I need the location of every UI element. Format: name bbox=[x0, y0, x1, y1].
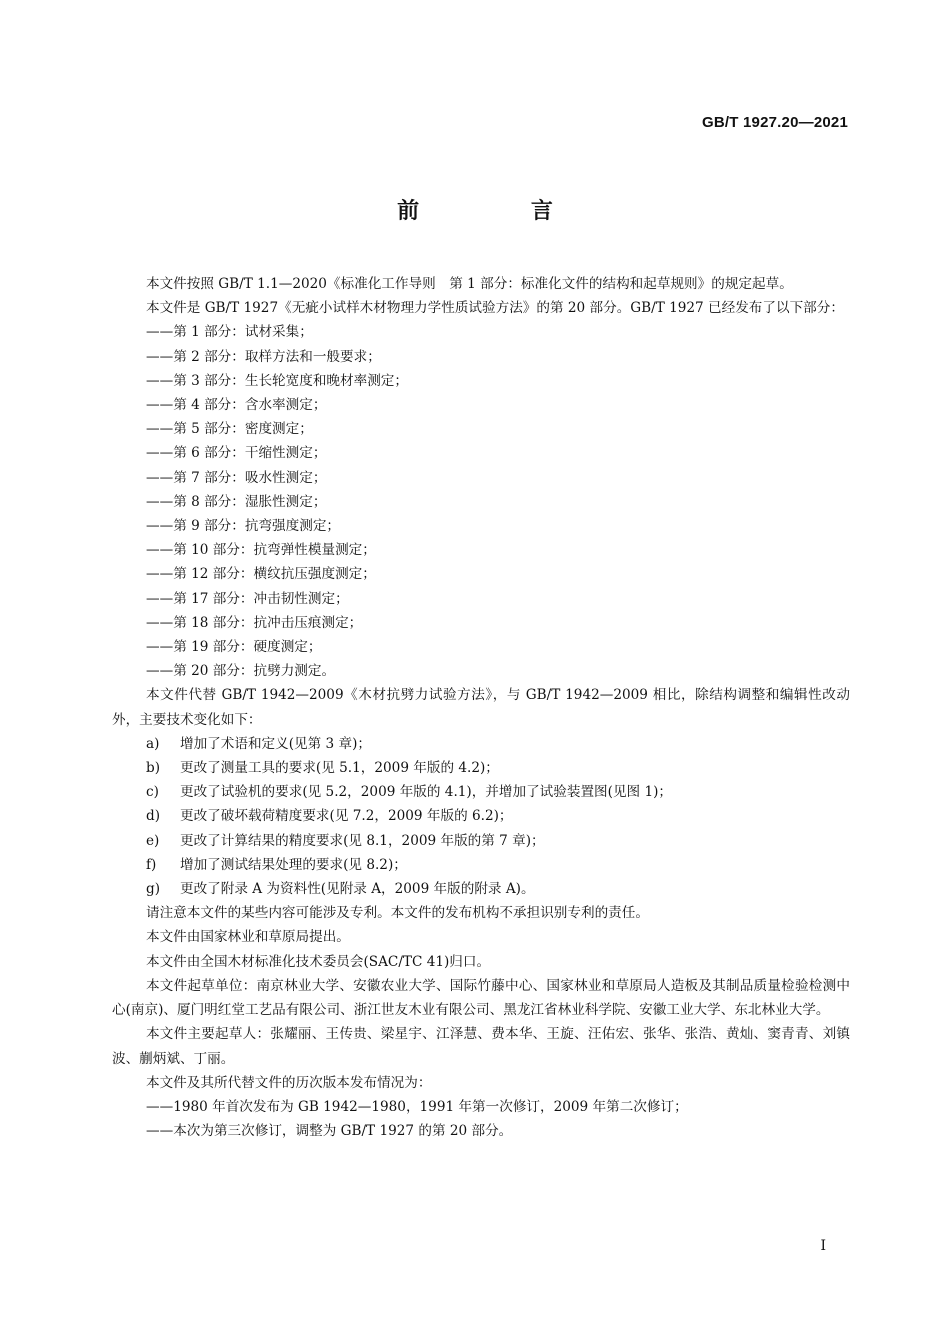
foreword-body bbox=[112, 272, 850, 1143]
list-item: ——第 4 部分：含水率测定； bbox=[146, 397, 327, 414]
standard-code-header: GB/T 1927.20—2021 bbox=[702, 114, 848, 131]
list-marker: a) bbox=[146, 735, 160, 752]
list-marker: d) bbox=[146, 808, 161, 825]
list-item bbox=[112, 780, 850, 804]
list-item: ——第 17 部分：冲击韧性测定； bbox=[146, 590, 349, 607]
list-item: ——第 12 部分：横纹抗压强度测定； bbox=[146, 566, 376, 583]
list-item bbox=[112, 756, 850, 780]
list-item: ——第 10 部分：抗弯弹性模量测定； bbox=[146, 542, 376, 559]
list-item: ——第 2 部分：取样方法和一般要求； bbox=[146, 348, 381, 365]
list-item-text: 增加了术语和定义(见第 3 章)； bbox=[180, 735, 372, 752]
version-history-list bbox=[112, 1095, 850, 1143]
replacement-paragraph: 本文件代替 GB/T 1942—2009《木材抗劈力试验方法》，与 GB/T 1942—2009 相比，除结构调整和编辑性改动外，主要技术变化如下： bbox=[112, 687, 850, 728]
list-item: ——第 6 部分：干缩性测定； bbox=[146, 445, 327, 462]
list-item-text: 更改了试验机的要求(见 5.2，2009 年版的 4.1)，并增加了试验装置图(见图 1)； bbox=[180, 784, 673, 801]
technical-changes-list bbox=[112, 732, 850, 901]
list-item bbox=[112, 732, 850, 756]
list-item bbox=[112, 853, 850, 877]
list-item: ——第 8 部分：湿胀性测定； bbox=[146, 493, 327, 510]
list-item: ——第 7 部分：吸水性测定； bbox=[146, 469, 327, 486]
list-item: ——第 19 部分：硬度测定； bbox=[146, 639, 322, 656]
list-item-text: 更改了测量工具的要求(见 5.1，2009 年版的 4.2)； bbox=[180, 760, 499, 777]
list-item: ——第 3 部分：生长轮宽度和晚材率测定； bbox=[146, 372, 408, 389]
version-history-intro: 本文件及其所代替文件的历次版本发布情况为： bbox=[146, 1074, 432, 1091]
list-item bbox=[112, 877, 850, 901]
list-marker: c) bbox=[146, 784, 159, 801]
list-marker: e) bbox=[146, 832, 160, 849]
patent-notice: 请注意本文件的某些内容可能涉及专利。本文件的发布机构不承担识别专利的责任。 bbox=[146, 905, 649, 922]
intro-paragraph-drafting-rules: 本文件按照 GB/T 1.1—2020《标准化工作导则 第 1 部分：标准化文件的结构和起草规则》的规定起草。 bbox=[146, 276, 793, 292]
list-item: ——本次为第三次修订，调整为 GB/T 1927 的第 20 部分。 bbox=[146, 1123, 513, 1140]
list-item bbox=[112, 804, 850, 828]
list-item-text: 更改了计算结果的精度要求(见 8.1，2009 年版的第 7 章)； bbox=[180, 832, 545, 849]
page-title: 前 言 bbox=[397, 199, 605, 224]
published-parts-list bbox=[112, 320, 850, 683]
list-item-text: 更改了破坏载荷精度要求(见 7.2，2009 年版的 6.2)； bbox=[180, 808, 513, 825]
list-item: ——第 20 部分：抗劈力测定。 bbox=[146, 663, 336, 680]
list-item bbox=[112, 829, 850, 853]
list-item: ——1980 年首次发布为 GB 1942—1980，1991 年第一次修订，2009 年第二次修订； bbox=[146, 1098, 688, 1115]
list-item: ——第 1 部分：试材采集； bbox=[146, 324, 313, 341]
list-item-text: 更改了附录 A 为资料性(见附录 A，2009 年版的附录 A)。 bbox=[180, 881, 535, 898]
drafting-units: 本文件起草单位：南京林业大学、安徽农业大学、国际竹藤中心、国家林业和草原局人造板及其制品质量检验检测中心(南京)、厦门明红堂工艺品有限公司、浙江世友木业有限公司、黑龙江省林业科学院、安徽工业大学、东北林业大学。 bbox=[112, 977, 850, 1019]
main-drafters: 本文件主要起草人：张耀丽、王传贵、梁星宇、江泽慧、费本华、王旋、汪佑宏、张华、张浩、黄灿、窦青青、刘镇波、蒯炳斌、丁丽。 bbox=[112, 1026, 850, 1067]
list-marker: g) bbox=[146, 881, 161, 898]
page-number: I bbox=[820, 1238, 826, 1254]
list-marker: f) bbox=[146, 856, 157, 873]
list-item: ——第 18 部分：抗冲击压痕测定； bbox=[146, 614, 363, 631]
committee-statement: 本文件由全国木材标准化技术委员会(SAC/TC 41)归口。 bbox=[146, 953, 491, 970]
list-item-text: 增加了测试结果处理的要求(见 8.2)； bbox=[180, 856, 407, 873]
list-item: ——第 9 部分：抗弯强度测定； bbox=[146, 518, 341, 535]
list-marker: b) bbox=[146, 760, 161, 777]
proposer-statement: 本文件由国家林业和草原局提出。 bbox=[146, 929, 350, 946]
intro-paragraph-series: 本文件是 GB/T 1927《无疵小试样木材物理力学性质试验方法》的第 20 部分。GB/T 1927 已经发布了以下部分： bbox=[146, 300, 844, 317]
list-item: ——第 5 部分：密度测定； bbox=[146, 421, 313, 438]
